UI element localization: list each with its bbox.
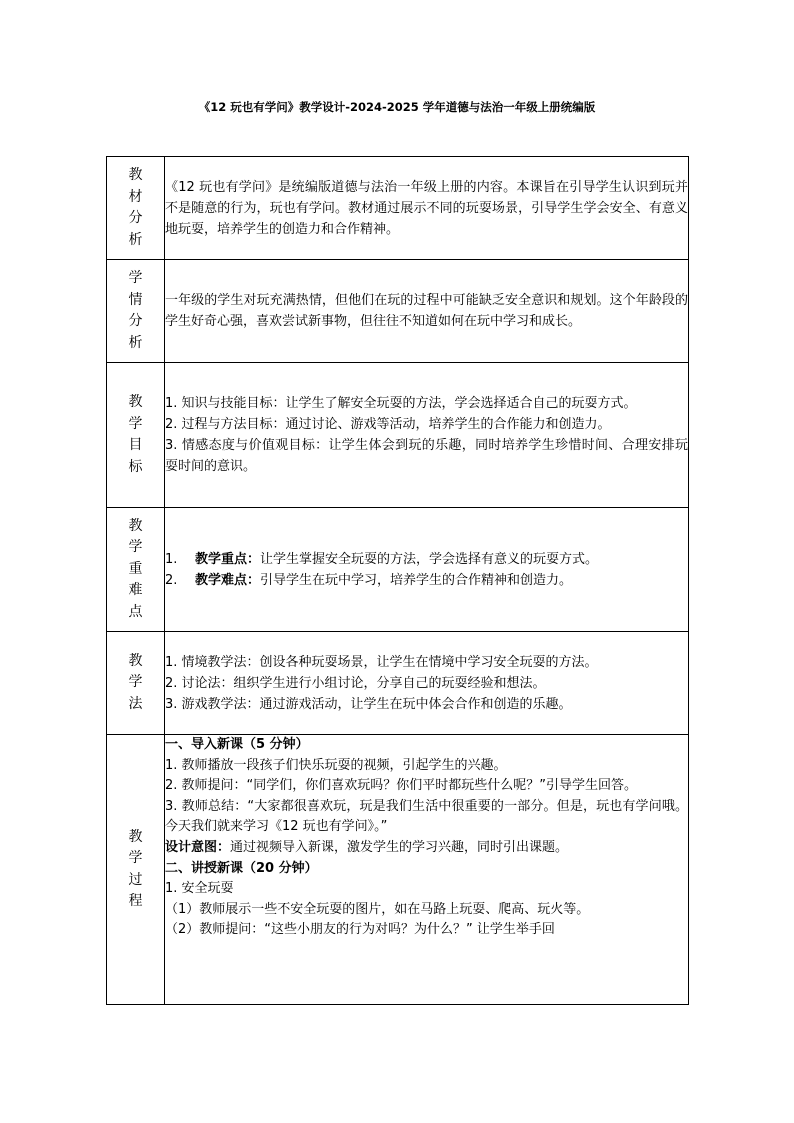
methods-content — [165, 632, 689, 735]
key-point-heading: 教学难点： — [195, 572, 261, 588]
key-point-number: 2. — [165, 572, 178, 588]
label-char: 教 — [128, 517, 143, 534]
label-char: 标 — [128, 458, 143, 475]
label-char: 法 — [128, 695, 143, 712]
process-part2-heading: 二、讲授新课（20 分钟） — [165, 860, 318, 876]
key-point-heading: 教学重点： — [195, 551, 261, 567]
label-char: 学 — [128, 539, 143, 556]
label-char: 程 — [128, 893, 143, 909]
label-learner-analysis — [107, 260, 165, 363]
process-item: 1. 教师播放一段孩子们快乐玩耍的视频，引起学生的兴趣。 — [165, 757, 507, 773]
method-item: 1. 情境教学法：创设各种玩耍场景，让学生在情境中学习安全玩耍的方法。 — [165, 654, 598, 670]
material-analysis-text: 《12 玩也有学问》是统编版道德与法治一年级上册的内容。本课旨在引导学生认识到玩并不是随意的行为，玩也有学问。教材通过展示不同的玩耍场景，引导学生学会安全、有意义地玩耍，培养学生的创造力和合作精神。 — [165, 157, 689, 260]
label-char: 教 — [128, 652, 143, 669]
objective-item: 3. 情感态度与价值观目标：让学生体会到玩的乐趣，同时培养学生珍惜时间、合理安排玩耍时间的意识。 — [165, 438, 688, 474]
label-char: 点 — [128, 603, 143, 620]
label-char: 目 — [128, 437, 143, 453]
design-intent-heading: 设计意图： — [165, 839, 231, 855]
process-item: （1）教师展示一些不安全玩耍的图片，如在马路上玩耍、爬高、玩火等。 — [165, 901, 590, 917]
key-point-text: 引导学生在玩中学习，培养学生的合作精神和创造力。 — [260, 572, 573, 588]
row-objectives — [107, 363, 689, 508]
objective-item: 1. 知识与技能目标：让学生了解安全玩耍的方法，学会选择适合自己的玩耍方式。 — [165, 396, 637, 411]
key-point-item — [165, 549, 688, 570]
method-item: 2. 讨论法：组织学生进行小组讨论，分享自己的玩耍经验和想法。 — [165, 675, 546, 691]
design-intent — [165, 838, 688, 859]
label-char: 情 — [128, 291, 143, 308]
objectives-content — [165, 363, 689, 508]
key-points-content — [165, 508, 689, 632]
process-part1-heading: 一、导入新课（5 分钟） — [165, 737, 309, 752]
process-item: 3. 教师总结：“大家都很喜欢玩，玩是我们生活中很重要的一部分。但是，玩也有学问哦。今天我们就来学习《12 玩也有学问》。” — [165, 798, 688, 835]
process-item: （2）教师提问：“这些小朋友的行为对吗？为什么？” 让学生举手回 — [165, 922, 555, 938]
label-char: 分 — [128, 210, 143, 226]
label-char: 学 — [128, 415, 143, 432]
label-objectives — [107, 363, 165, 508]
row-material-analysis — [107, 157, 689, 260]
label-process — [107, 735, 165, 1005]
label-char: 学 — [128, 270, 143, 286]
key-point-item — [165, 570, 688, 591]
method-item: 3. 游戏教学法：通过游戏活动，让学生在玩中体会合作和创造的乐趣。 — [165, 696, 572, 712]
label-methods — [107, 632, 165, 735]
document-title: 《12 玩也有学问》教学设计-2024-2025 学年道德与法治一年级上册统编版 — [198, 100, 596, 114]
label-char: 材 — [128, 188, 143, 205]
row-methods — [107, 632, 689, 735]
label-char: 重 — [128, 560, 143, 577]
process-item: 2. 教师提问：“同学们，你们喜欢玩吗？你们平时都玩些什么呢？”引导学生回答。 — [165, 778, 638, 794]
process-content — [165, 735, 689, 1005]
label-char: 教 — [128, 167, 143, 183]
design-intent-text: 通过视频导入新课，激发学生的学习兴趣，同时引出课题。 — [230, 839, 569, 855]
key-point-number: 1. — [165, 551, 178, 567]
objective-item: 2. 过程与方法目标：通过讨论、游戏等活动，培养学生的合作能力和创造力。 — [165, 417, 611, 432]
row-process — [107, 735, 689, 1005]
label-material-analysis — [107, 157, 165, 260]
key-point-text: 让学生掌握安全玩耍的方法，学会选择有意义的玩耍方式。 — [260, 551, 599, 567]
label-char: 学 — [128, 850, 143, 866]
label-char: 析 — [128, 231, 143, 248]
process-subheading: 1. 安全玩耍 — [165, 881, 234, 897]
lesson-plan-table — [106, 156, 689, 1005]
label-char: 分 — [128, 313, 143, 329]
label-key-points — [107, 508, 165, 632]
learner-analysis-text: 一年级的学生对玩充满热情，但他们在玩的过程中可能缺乏安全意识和规划。这个年龄段的学生好奇心强，喜欢尝试新事物，但往往不知道如何在玩中学习和成长。 — [165, 260, 689, 363]
row-learner-analysis — [107, 260, 689, 363]
label-char: 学 — [128, 674, 143, 691]
label-char: 难 — [128, 582, 143, 599]
label-char: 教 — [128, 828, 143, 845]
label-char: 析 — [128, 334, 143, 351]
label-char: 过 — [128, 871, 143, 888]
row-key-points — [107, 508, 689, 632]
label-char: 教 — [128, 394, 143, 410]
